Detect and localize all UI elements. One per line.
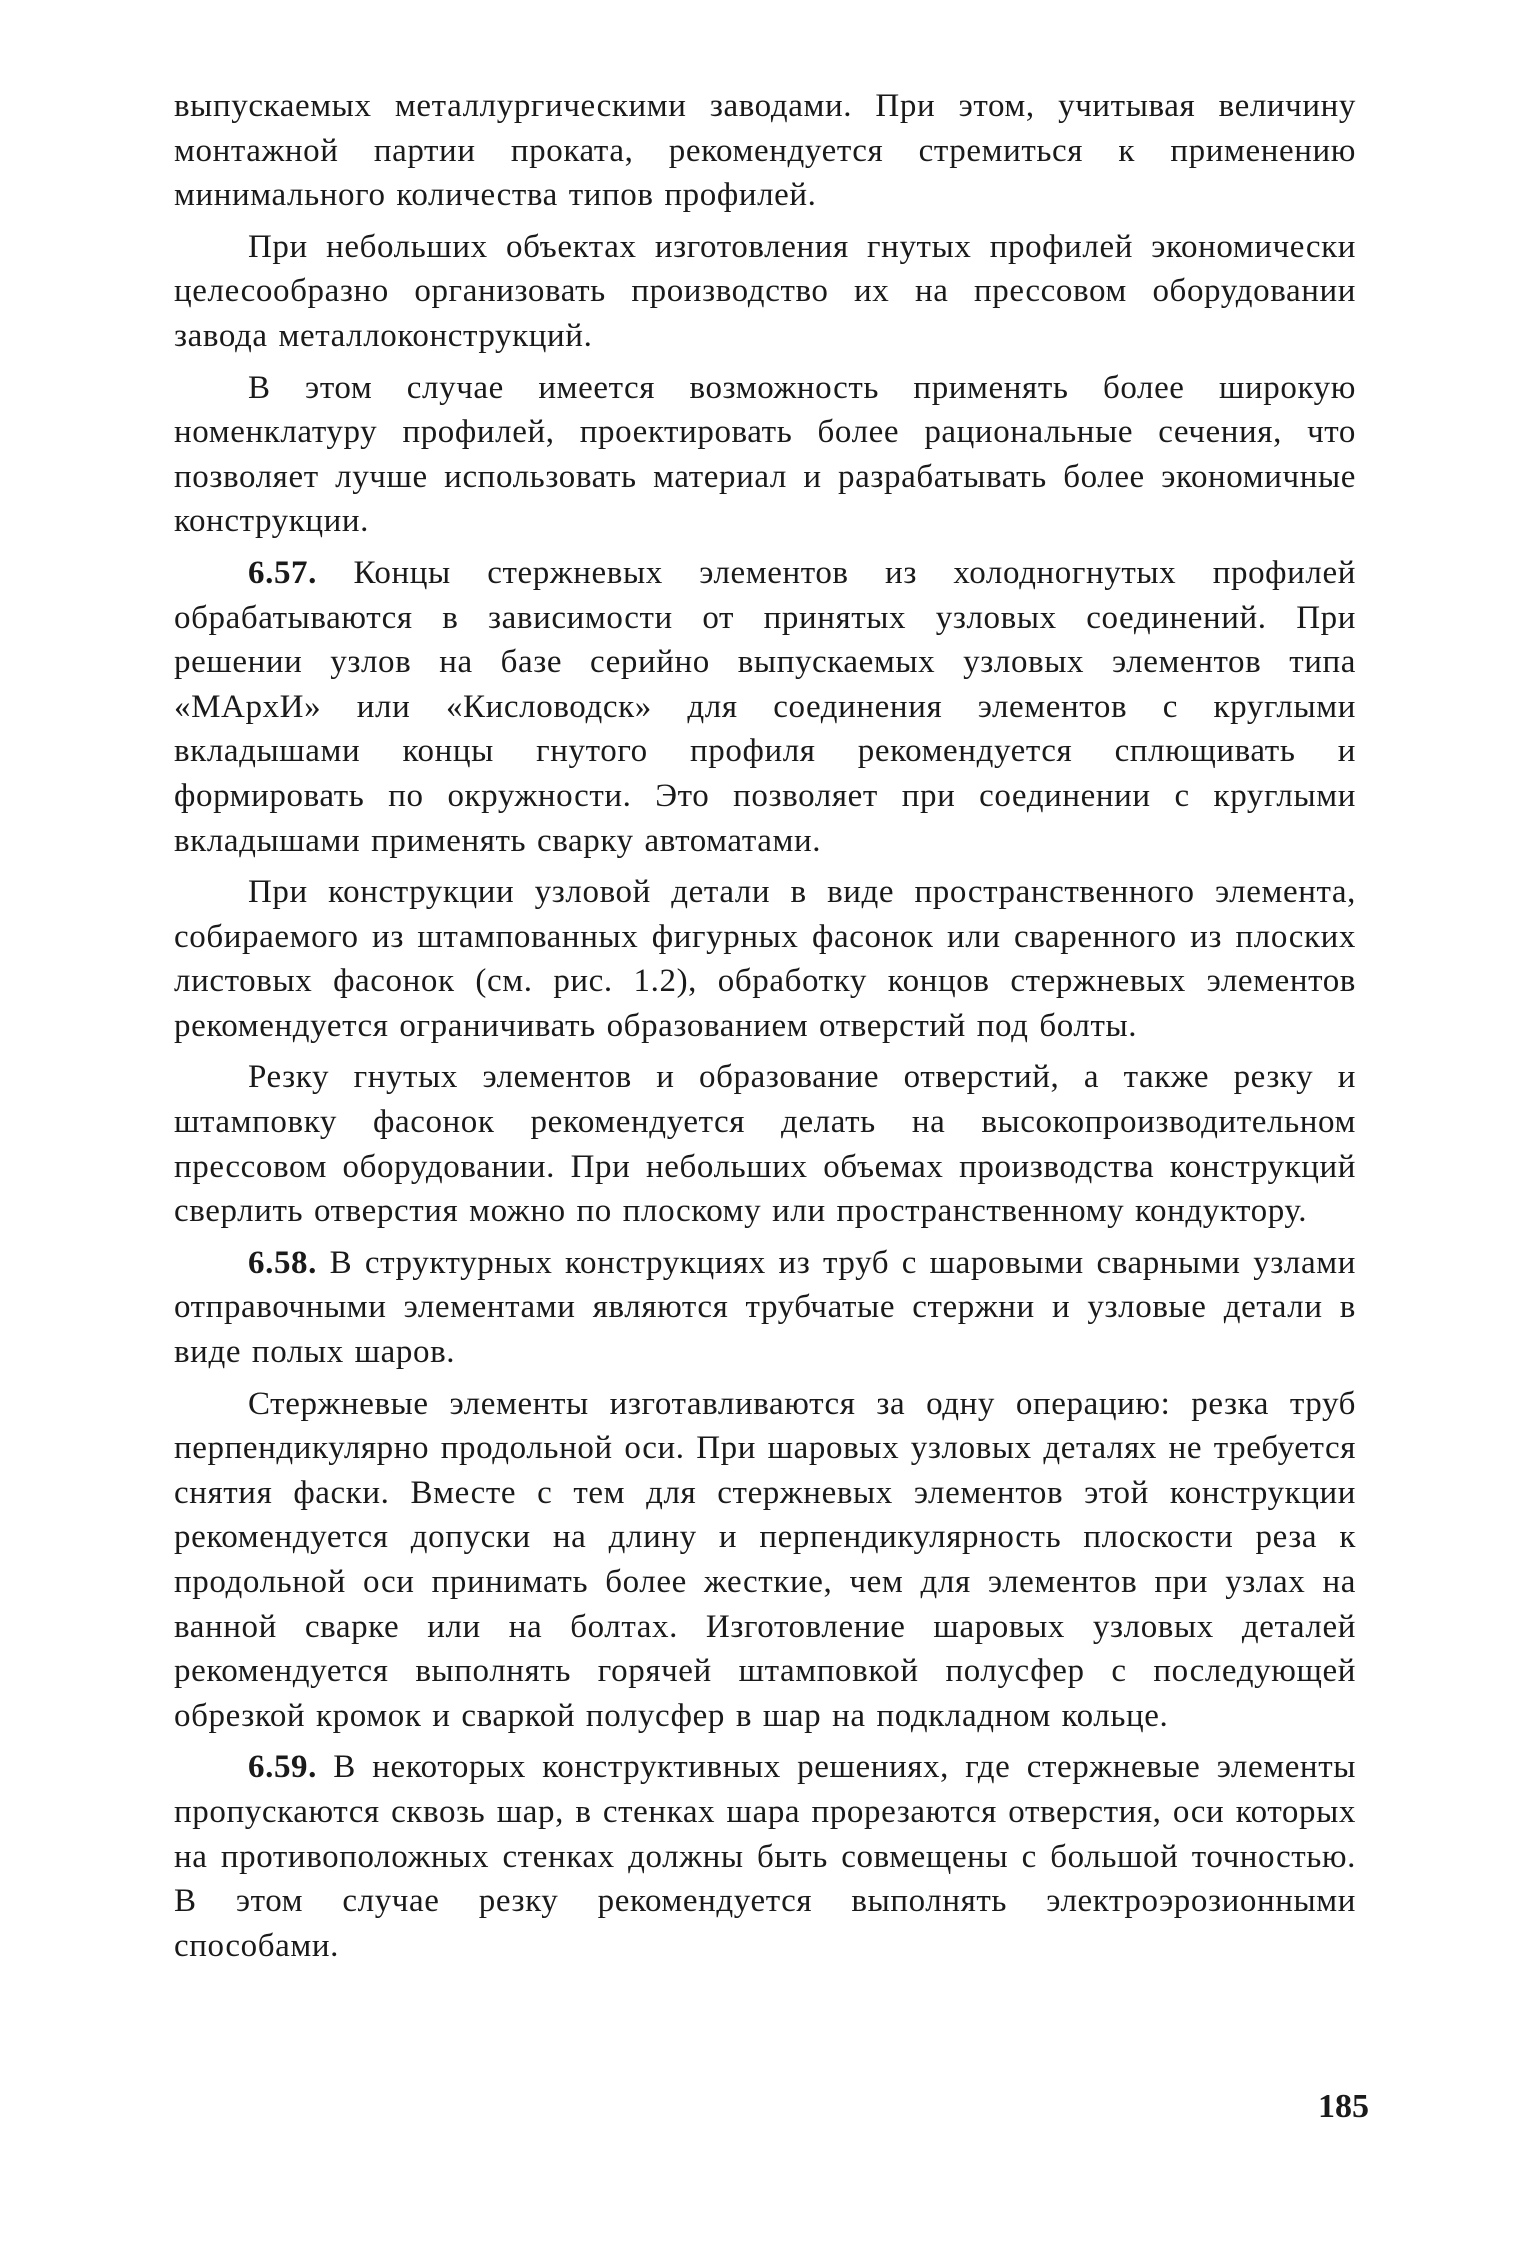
section-paragraph-6-57	[174, 551, 1356, 863]
section-number: 6.59.	[248, 1749, 317, 1786]
paragraph-text: Стержневые элементы изготавливаются за одну операцию: резка труб перпендикулярно продольной оси. При шаровых узловых деталях не требуется снятия фаски. Вместе с тем для стержневых элементов этой конструкции рекомендуется допуски на длину и перпендикулярность плоскости реза к продольной оси принимать более жесткие, чем для элементов при узлах на ванной сварке или на болтах. Изготовление шаровых узловых деталей рекомендуется выполнять горячей штамповкой полусфер с последующей обрезкой кромок и сваркой полусфер в шар на подкладном кольце.	[174, 1385, 1356, 1734]
paragraph-text: В этом случае имеется возможность применять более широкую номенклатуру профилей, проектировать более рациональные сечения, что позволяет лучше использовать материал и разрабатывать более экономичные конструкции.	[174, 369, 1356, 540]
paragraph-text: При небольших объектах изготовления гнутых профилей экономически целесообразно организовать производство их на прессовом оборудовании завода металлоконструкций.	[174, 228, 1356, 354]
paragraph	[174, 225, 1356, 359]
paragraph-text: Концы стержневых элементов из холодногнутых профилей обрабатываются в зависимости от принятых узловых соединений. При решении узлов на базе серийно выпускаемых узловых элементов типа «МАрхИ» или «Кисловодск» для соединения элементов с круглыми вкладышами концы гнутого профиля рекомендуется сплющивать и формировать по окружности. Это позволяет при соединении с круглыми вкладышами применять сварку автоматами.	[174, 554, 1356, 859]
paragraph-text: В некоторых конструктивных решениях, где стержневые элементы пропускаются сквозь шар, в стенках шара прорезаются отверстия, оси которых на противоположных стенках должны быть совмещены с большой точностью. В этом случае резку рекомендуется выполнять электроэрозионными способами.	[174, 1749, 1356, 1964]
paragraph	[174, 870, 1356, 1048]
paragraph-text: Резку гнутых элементов и образование отверстий, а также резку и штамповку фасонок рекомендуется делать на высокопроизводительном прессовом оборудовании. При небольших объемах производства конструкций сверлить отверстия можно по плоскому или пространственному кондуктору.	[174, 1059, 1356, 1230]
paragraph-text: В структурных конструкциях из труб с шаровыми сварными узлами отправочными элементами являются трубчатые стержни и узловые детали в виде полых шаров.	[174, 1244, 1356, 1371]
section-paragraph-6-58	[174, 1241, 1356, 1375]
paragraph-continuation	[174, 84, 1356, 218]
paragraph-text: выпускаемых металлургическими заводами. При этом, учитывая величину монтажной партии проката, рекомендуется стремиться к применению минимального количества типов профилей.	[174, 88, 1356, 214]
section-number: 6.57.	[248, 554, 317, 591]
section-paragraph-6-59	[174, 1745, 1356, 1968]
paragraph	[174, 1382, 1356, 1739]
page-body	[174, 84, 1356, 1975]
paragraph-text: При конструкции узловой детали в виде пространственного элемента, собираемого из штампованных фигурных фасонок или сваренного из плоских листовых фасонок (см. рис. 1.2), обработку концов стержневых элементов рекомендуется ограничивать образованием отверстий под болты.	[174, 874, 1356, 1044]
page-number: 185	[1318, 2088, 1369, 2125]
section-number: 6.58.	[248, 1244, 317, 1281]
paragraph	[174, 366, 1356, 544]
paragraph	[174, 1055, 1356, 1233]
